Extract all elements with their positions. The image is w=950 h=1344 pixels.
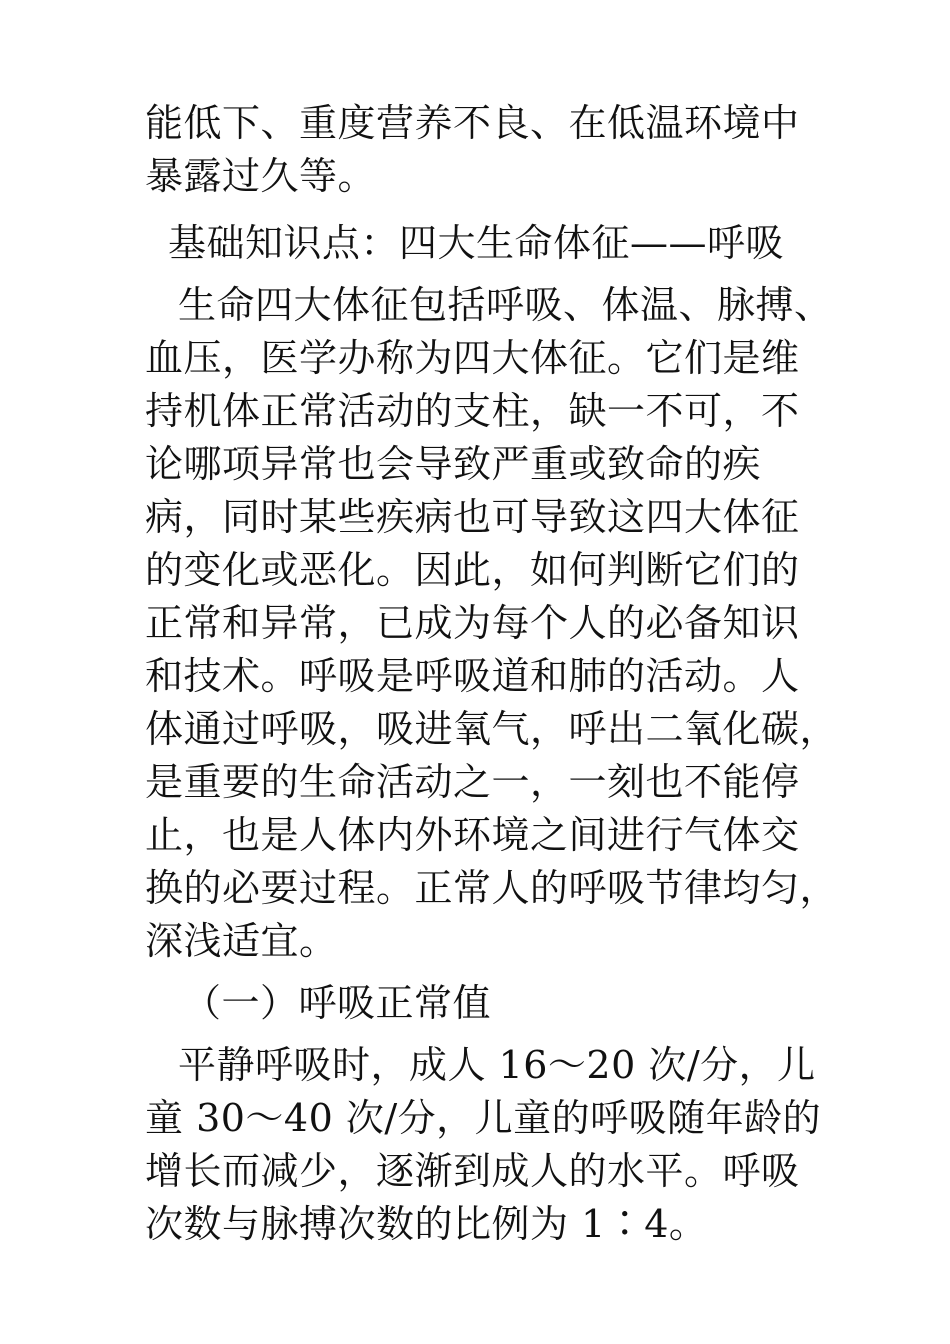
- paragraph-line: 和技术。呼吸是呼吸道和肺的活动。人: [145, 654, 800, 698]
- paragraph-line: 病，同时某些疾病也可导致这四大体征: [145, 495, 800, 539]
- paragraph-line: 增长而减少，逐渐到成人的水平。呼吸: [145, 1149, 800, 1193]
- paragraph-line: 持机体正常活动的支柱，缺一不可，不: [145, 389, 800, 433]
- paragraph-line: 深浅适宜。: [145, 919, 338, 963]
- paragraph-line: 止，也是人体内外环境之间进行气体交: [145, 813, 800, 857]
- paragraph-line: 童 30～40 次/分，儿童的呼吸随年龄的: [145, 1096, 822, 1140]
- paragraph-line: 次数与脉搏次数的比例为 1∶4。: [145, 1202, 708, 1246]
- paragraph-line: 换的必要过程。正常人的呼吸节律均匀，: [145, 866, 839, 910]
- section-heading: （一）呼吸正常值: [183, 981, 492, 1025]
- paragraph-line: 平静呼吸时，成人 16～20 次/分，儿: [178, 1043, 816, 1087]
- paragraph-line: 血压，医学办称为四大体征。它们是维: [145, 336, 800, 380]
- section-heading: 基础知识点：四大生命体征——呼吸: [168, 221, 785, 265]
- paragraph-line: 生命四大体征包括呼吸、体温、脉搏、: [178, 283, 833, 327]
- paragraph-line: 体通过呼吸，吸进氧气，呼出二氧化碳，: [145, 707, 839, 751]
- paragraph-line: 的变化或恶化。因此，如何判断它们的: [145, 548, 800, 592]
- paragraph-line: 暴露过久等。: [145, 154, 377, 198]
- paragraph-line: 论哪项异常也会导致严重或致命的疾: [145, 442, 762, 486]
- paragraph-line: 正常和异常，已成为每个人的必备知识: [145, 601, 800, 645]
- paragraph-line: 能低下、重度营养不良、在低温环境中: [145, 101, 800, 145]
- paragraph-line: 是重要的生命活动之一，一刻也不能停: [145, 760, 800, 804]
